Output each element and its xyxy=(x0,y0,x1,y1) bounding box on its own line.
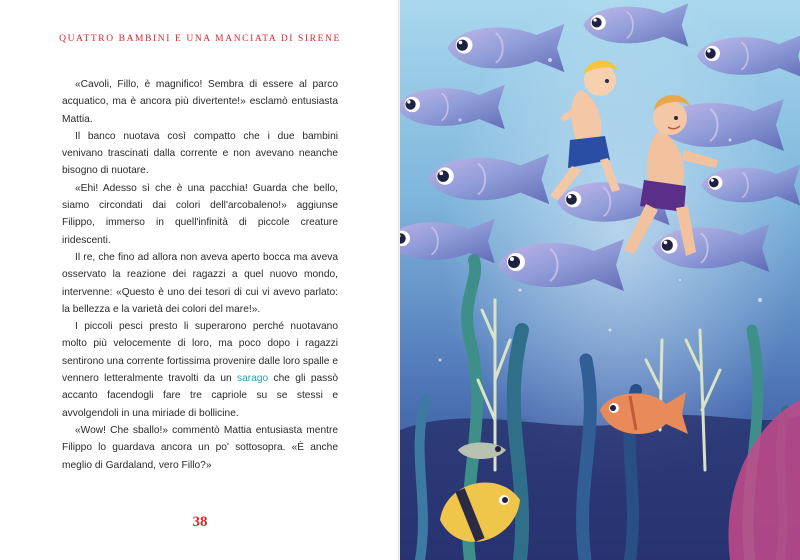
glossary-term-sarago: sarago xyxy=(237,373,269,385)
paragraph: «Cavoli, Fillo, è magnifico! Sembra di essere al parco acquatico, ma è ancora più divertente!» esclamò entusiasta Mattia. xyxy=(62,79,338,125)
paragraph: «Wow! Che sballo!» commentò Mattia entusiasta mentre Filippo lo guardava ancora un po' sottosopra. «È anche meglio di Gardaland, vero Fillo?» xyxy=(62,424,338,471)
underwater-scene xyxy=(400,0,800,560)
paragraph: Il banco nuotava così compatto che i due bambini venivano trascinati dalla corrente e non avevano neanche bisogno di nuotare. xyxy=(62,130,338,177)
paragraph: Il re, che fino ad allora non aveva aperto bocca ma aveva osservato la reazione dei ragazzi a quel nuovo mondo, intervenne: «Questo è uno dei tesori di cui vi avevo parlato: la bellezza e la varietà dei colori del mare!». xyxy=(62,251,338,315)
illustration xyxy=(400,0,800,560)
page-number: 38 xyxy=(192,514,208,530)
body-text xyxy=(62,76,338,474)
paragraph: I piccoli pesci presto li superarono perché nuotavano molto più velocemente di loro, ma poco dopo i ragazzi sentirono una corrente fortissima provenire dalle loro spalle e vennero letteralmente travolti da un sarago che gli passò accanto facendogli fare tre capriole su se stessi e avvolgendoli in una miriade di bollicine. xyxy=(62,321,339,419)
paragraph: «Ehi! Adesso sì che è una pacchia! Guarda che bello, siamo circondati dai colori dell'arcobaleno!» aggiunse Filippo, immerso in quell'infinità di piccole creature iridescenti. xyxy=(62,182,338,246)
running-head: QUATTRO BAMBINI E UNA MANCIATA DI SIRENE xyxy=(59,34,341,44)
